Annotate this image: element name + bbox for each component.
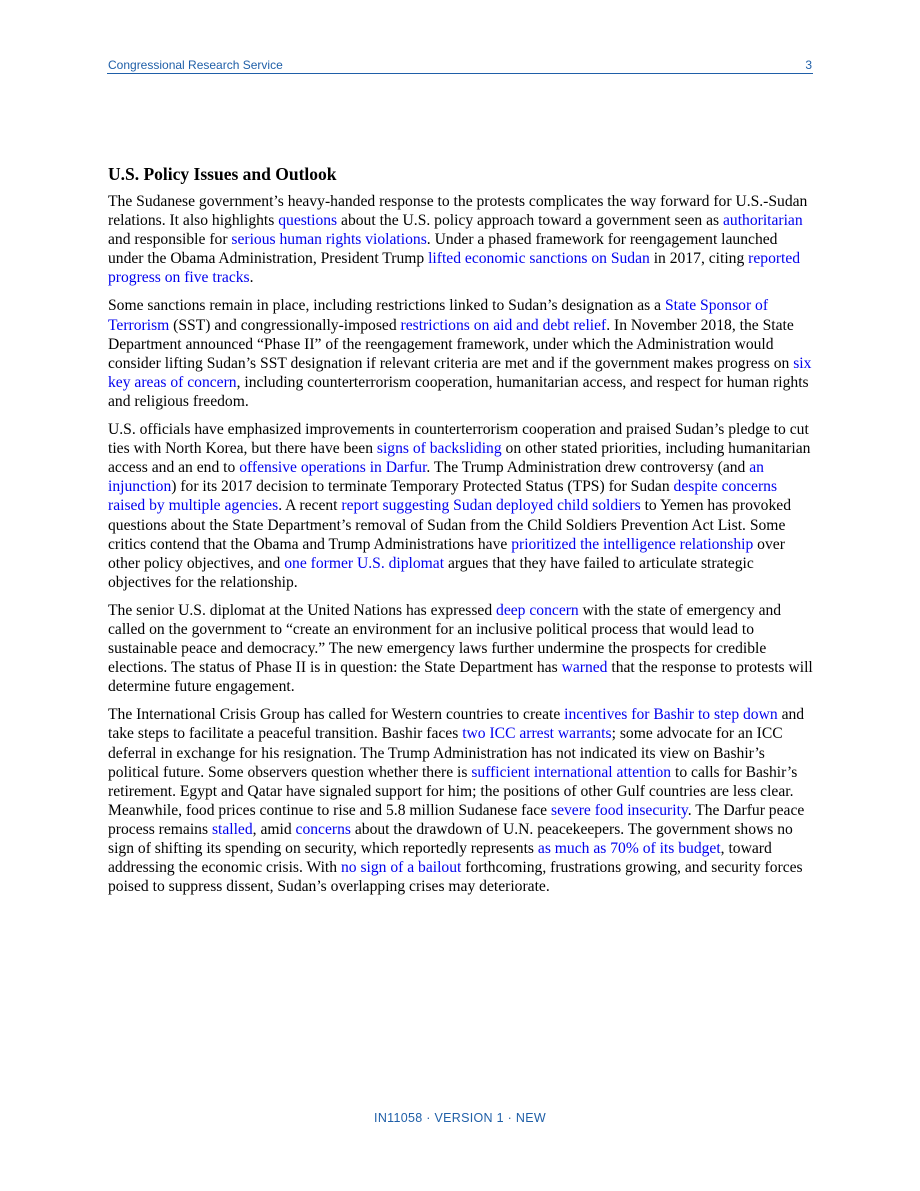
body-paragraph bbox=[108, 601, 814, 696]
paragraph-text: and responsible for bbox=[108, 231, 232, 249]
paragraph-text: , including counterterrorism cooperation, humanitarian access, and respect for human rights and religious freedom. bbox=[108, 373, 809, 410]
inline-hyperlink[interactable]: as much as 70% of its budget bbox=[537, 840, 721, 857]
inline-hyperlink[interactable]: despite concerns raised by multiple agencies bbox=[108, 478, 778, 515]
inline-hyperlink[interactable]: six key areas of concern bbox=[108, 354, 812, 391]
paragraph-container bbox=[108, 192, 814, 896]
paragraph-text: argues that they have failed to articulate strategic objectives for the relationship. bbox=[108, 554, 754, 591]
paragraph-text: in 2017, citing bbox=[649, 250, 749, 268]
inline-hyperlink[interactable]: concerns bbox=[295, 820, 351, 838]
inline-hyperlink[interactable]: one former U.S. diplomat bbox=[284, 554, 445, 572]
inline-hyperlink[interactable]: questions bbox=[278, 212, 338, 230]
section-heading: U.S. Policy Issues and Outlook bbox=[108, 164, 337, 184]
header-page-number: 3 bbox=[805, 58, 812, 72]
inline-hyperlink[interactable]: authoritarian bbox=[722, 212, 803, 230]
paragraph-text: . The Darfur peace process remains bbox=[108, 801, 805, 838]
paragraph-text: on other stated priorities, including humanitarian access and an end to bbox=[108, 440, 811, 477]
paragraph-text: over other policy objectives, and bbox=[108, 535, 785, 572]
inline-hyperlink[interactable]: lifted economic sanctions on Sudan bbox=[428, 250, 650, 268]
paragraph-text: Some sanctions remain in place, including restrictions linked to Sudan’s designation as a bbox=[108, 297, 665, 315]
inline-hyperlink[interactable]: signs of backsliding bbox=[376, 440, 502, 458]
document-body bbox=[108, 163, 814, 905]
inline-hyperlink[interactable]: prioritized the intelligence relationship bbox=[511, 535, 754, 553]
inline-hyperlink[interactable]: sufficient international attention bbox=[471, 763, 672, 781]
inline-hyperlink[interactable]: no sign of a bailout bbox=[340, 859, 462, 877]
inline-hyperlink[interactable]: incentives for Bashir to step down bbox=[564, 706, 778, 724]
body-paragraph bbox=[108, 420, 814, 592]
inline-hyperlink[interactable]: deep concern bbox=[496, 601, 579, 619]
paragraph-text: U.S. officials have emphasized improvements in counterterrorism cooperation and praised Sudan’s pledge to cut ties with North Korea, but there have been bbox=[108, 421, 809, 458]
page-header bbox=[107, 57, 813, 74]
paragraph-text: . Under a phased framework for reengagement launched under the Obama Administration, President Trump bbox=[108, 231, 778, 268]
body-paragraph bbox=[108, 192, 814, 287]
paragraph-text: with the state of emergency and called on the government to “create an environment for an inclusive political process that would lead to sustainable peace and democracy.” The new emergency laws further undermine the prospects for credible elections. The status of Phase II is in question: the State Department has bbox=[108, 601, 782, 677]
inline-hyperlink[interactable]: warned bbox=[561, 659, 608, 677]
paragraph-text: . A recent bbox=[278, 497, 342, 515]
inline-hyperlink[interactable]: an injunction bbox=[108, 459, 764, 496]
inline-hyperlink[interactable]: reported progress on five tracks bbox=[108, 250, 801, 287]
paragraph-text: The senior U.S. diplomat at the United Nations has expressed bbox=[108, 601, 497, 619]
body-paragraph bbox=[108, 296, 814, 411]
paragraph-text: about the U.S. policy approach toward a government seen as bbox=[337, 212, 723, 230]
paragraph-text: to calls for Bashir’s retirement. Egypt and Qatar have signaled support for him; the positions of other Gulf countries are less clear. Meanwhile, food prices continue to rise and 5.8 million Sudanese face bbox=[108, 763, 798, 819]
inline-hyperlink[interactable]: State Sponsor of Terrorism bbox=[108, 297, 769, 334]
paragraph-text: , toward addressing the economic crisis. With bbox=[108, 840, 772, 877]
page-footer: IN11058 · VERSION 1 · NEW bbox=[374, 1111, 546, 1125]
paragraph-text: forthcoming, frustrations growing, and security forces poised to suppress dissent, Sudan’s overlapping crises may deteriorate. bbox=[108, 859, 803, 896]
paragraph-text: . In November 2018, the State Department announced “Phase II” of the reengagement framework, under which the Administration would consider lifting Sudan’s SST designation if relevant criteria are met and if the government makes progress on bbox=[108, 316, 794, 372]
paragraph-text: ; some advocate for an ICC deferral in exchange for his resignation. The Trump Administration has not indicated its view on Bashir’s political future. Some observers question whether there is bbox=[108, 725, 783, 781]
paragraph-text: to Yemen has provoked questions about the State Department’s removal of Sudan from the Child Soldiers Prevention Act List. Some critics contend that the Obama and Trump Administrations have bbox=[108, 497, 791, 553]
inline-hyperlink[interactable]: restrictions on aid and debt relief bbox=[400, 316, 607, 334]
inline-hyperlink[interactable]: severe food insecurity bbox=[551, 801, 688, 819]
paragraph-text: about the drawdown of U.N. peacekeepers. The government shows no sign of shifting its spending on security, which reportedly represents bbox=[108, 820, 793, 857]
paragraph-text: The International Crisis Group has called for Western countries to create bbox=[108, 706, 565, 724]
body-paragraph bbox=[108, 705, 814, 896]
paragraph-text: (SST) and congressionally-imposed bbox=[169, 316, 401, 334]
paragraph-text: , amid bbox=[252, 820, 296, 838]
inline-hyperlink[interactable]: two ICC arrest warrants bbox=[462, 725, 612, 743]
inline-hyperlink[interactable]: stalled bbox=[211, 820, 253, 838]
paragraph-text: that the response to protests will determine future engagement. bbox=[108, 659, 813, 696]
paragraph-text: ) for its 2017 decision to terminate Temporary Protected Status (TPS) for Sudan bbox=[171, 478, 674, 496]
paragraph-text: . The Trump Administration drew controversy (and bbox=[426, 459, 750, 477]
inline-hyperlink[interactable]: report suggesting Sudan deployed child soldiers bbox=[341, 497, 641, 515]
inline-hyperlink[interactable]: offensive operations in Darfur bbox=[239, 459, 427, 477]
paragraph-text: . bbox=[249, 269, 254, 287]
paragraph-text: and take steps to facilitate a peaceful transition. Bashir faces bbox=[108, 706, 805, 743]
inline-hyperlink[interactable]: serious human rights violations bbox=[231, 231, 427, 249]
paragraph-text: The Sudanese government’s heavy-handed response to the protests complicates the way forward for U.S.-Sudan relations. It also highlights bbox=[108, 193, 808, 230]
header-organization: Congressional Research Service bbox=[108, 58, 283, 72]
